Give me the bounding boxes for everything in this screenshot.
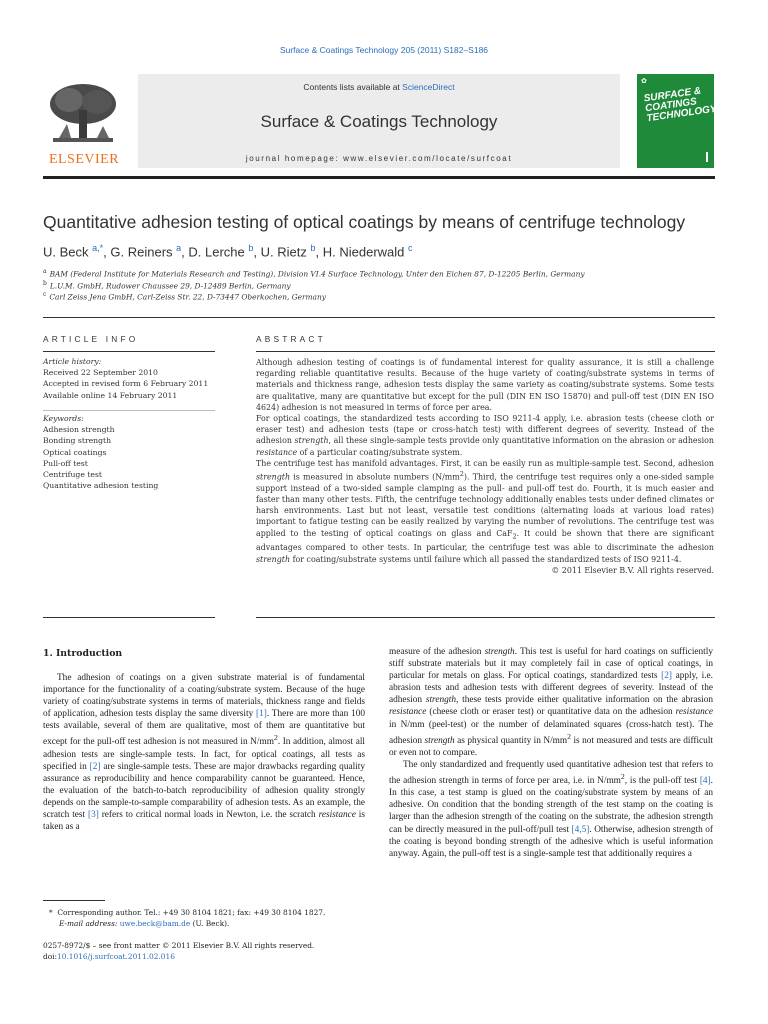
- text: . This test is useful for hard coatings on sufficiently stiff substrate materials but it may completely fail in case of optical coatings, in particular for metals on glass. For optical coatings, standardized tests: [389, 647, 714, 682]
- text: The adhesion of coatings on a given substrate material is of fundamental importance for the functionality of a coating/substrate system. Because of the huge variety of coating/substrate systems in terms of materials, thickness range and fields of application, adhesion tests display the same diversity: [43, 673, 365, 720]
- journal-cover[interactable]: [637, 74, 718, 168]
- text: . There are more than 100 tests available, several of them are qualitative, most of them are quantitative but except for the pull-off test adhesion is not measured in N/mm: [43, 709, 365, 748]
- info-rule: [43, 351, 215, 352]
- homepage-link[interactable]: www.elsevier.com/locate/surfcoat: [343, 154, 513, 163]
- text: For optical coatings, the standardized tests according to ISO 9211-4 apply, i.e. abrasion tests (cheese cloth or eraser test) and adhesion tests (tape or cross-hatch test) with different degrees of severity. Instead of the adhesion: [256, 414, 714, 446]
- keyword: Pull-off test: [43, 458, 88, 468]
- affil-marker: c: [43, 291, 47, 298]
- header-rule: [43, 176, 715, 179]
- author-name[interactable]: H. Niederwald: [322, 244, 405, 260]
- superscript: 2: [459, 470, 464, 479]
- abstract-paragraph: [256, 458, 714, 565]
- doi-label: doi:: [43, 952, 58, 961]
- journal-homepage: [138, 154, 620, 163]
- cover-bar: [706, 152, 708, 162]
- abstract-paragraph: Although adhesion testing of coatings is of fundamental interest for quality assurance, it is still a challenge regarding reliable quantitative results. Because of the huge variety of coating/substrate systems in terms of materials and thickness range, adhesion tests display the same variety as coating/substrate systems. Some tests are qualitative, many are quantitative but except for the pull (DIN EN ISO 15870) and pull-off test (DIN EN ISO 4624) adhesion is not measured in terms of force per area.: [256, 358, 714, 412]
- emphasis: strength: [425, 695, 456, 706]
- text: , is the pull-off test: [624, 776, 700, 787]
- author-name[interactable]: D. Lerche: [188, 244, 245, 260]
- affiliation: [43, 268, 585, 278]
- author-affil-marker[interactable]: a: [176, 243, 182, 253]
- journal-banner: [138, 74, 620, 168]
- abstract-rule: [256, 351, 715, 352]
- text: , these tests provide either qualitative information on the abrasion: [456, 695, 714, 706]
- text: refers to critical normal loads in Newton, i.e. the scratch: [98, 810, 319, 821]
- keywords-label: Keywords:: [43, 414, 84, 423]
- emphasis: resistance: [675, 707, 713, 718]
- text: are single-sample tests. These are major drawbacks regarding quality assurance as reproducibility and hence comparability cannot be guaranteed. Hence, the evaluation of the batch-to-batch reproducibility of adhesion quality strongly depends on the sample-to-sample comparability of adhesion tests. As an example, the scratch test: [43, 761, 365, 821]
- history-item: Accepted in revised form 6 February 2011: [43, 379, 209, 389]
- text: is taken as a: [43, 810, 365, 833]
- text: is measured in absolute numbers (N/mm: [290, 472, 460, 482]
- keyword: Quantitative adhesion testing: [43, 481, 159, 491]
- keyword: Centrifuge test: [43, 470, 102, 480]
- keyword: Optical coatings: [43, 447, 107, 457]
- cover-logo-icon: ✿: [641, 77, 647, 85]
- superscript: 2: [567, 731, 572, 741]
- text: ). Third, the centrifuge test requires only a one-sided sample support instead of a two-sided sample clamping as the pull- and pull-off test do. Fourth, it is much easier and faster than many other tests. Fifth, the centrifuge technology additionally enables tests under defined climates or harsh environments. Last but not least, versatile test conditions (alternating loads at various load rates) important to fatigue testing can be easily realized by varying the number of revolutions. The centrifuge test was applied to the testing of optical coatings on glass and CaF: [256, 472, 714, 538]
- footnote-rule: [43, 900, 105, 901]
- homepage-prefix: journal homepage:: [245, 154, 344, 163]
- emphasis: resistance: [389, 707, 427, 718]
- author-name[interactable]: G. Reiners: [110, 244, 173, 260]
- superscript: 2: [273, 733, 278, 743]
- abstract-paragraph: [256, 413, 714, 458]
- copyright: © 2011 Elsevier B.V. All rights reserved.: [551, 565, 714, 575]
- citation-link[interactable]: [4,5]: [571, 824, 590, 835]
- affil-text: BAM (Federal Institute for Materials Research and Testing), Division VI.4 Surface Technology, Unter den Eichen 87, D-12205 Berlin, Germany: [49, 269, 585, 279]
- contents-prefix: Contents lists available at: [303, 82, 403, 92]
- emphasis: resistance: [256, 447, 298, 457]
- abstract-body: [256, 357, 714, 576]
- info-divider: [43, 410, 215, 411]
- text: , all these single-sample tests provide only quantitative information on the abrasion or adhesion: [328, 436, 714, 446]
- text: of a particular coating/substrate system.: [297, 447, 463, 457]
- journal-name: Surface & Coatings Technology: [260, 112, 498, 131]
- text: The centrifuge test has manifold advantages. First, it can be easily run as multiple-sample test. Second, adhesion: [256, 458, 714, 468]
- cover-title: SURFACE & COATINGS TECHNOLOGY: [643, 85, 718, 125]
- affiliation: [43, 280, 291, 290]
- abstract-bottom-rule: [256, 617, 715, 618]
- intro-right-column: [389, 646, 713, 860]
- affil-marker: b: [43, 280, 47, 287]
- emphasis: strength: [484, 647, 515, 657]
- citation-link[interactable]: [2]: [661, 671, 673, 682]
- email-link[interactable]: uwe.beck@bam.de: [119, 919, 191, 928]
- doi-link[interactable]: 10.1016/j.surfcoat.2011.02.016: [57, 952, 175, 961]
- emphasis: strength: [256, 554, 291, 564]
- text: . It could be shown that there are significant advantages compared to other tests. In particular, the centrifuge test was able to discriminate the adhesion: [256, 528, 714, 553]
- text: measure of the adhesion: [389, 647, 485, 657]
- citation-link[interactable]: [4]: [699, 776, 711, 787]
- author-affil-marker[interactable]: b: [310, 243, 316, 253]
- citation-link[interactable]: [2]: [89, 761, 101, 772]
- footnote-marker: *: [49, 908, 53, 917]
- text: for coating/substrate systems until failure which all passed the standardized tests of ISO 9211-4.: [290, 554, 682, 564]
- keyword: Adhesion strength: [43, 425, 115, 435]
- author-affil-marker[interactable]: b: [248, 243, 254, 253]
- affiliation: [43, 291, 326, 301]
- article-info-heading: ARTICLE INFO: [43, 334, 139, 344]
- text: in N/mm (peel-test) or the number of delaminated squares (cross-hatch test). The adhesion: [389, 719, 713, 746]
- body-paragraph: [43, 672, 365, 833]
- affil-text: Carl Zeiss Jena GmbH, Carl-Zeiss Str. 22, D-73447 Oberkochen, Germany: [49, 292, 326, 302]
- emphasis: strength: [256, 472, 291, 482]
- keyword: Bonding strength: [43, 436, 112, 446]
- author-name[interactable]: U. Beck: [43, 244, 89, 260]
- emphasis: resistance: [318, 810, 356, 821]
- elsevier-logo[interactable]: [43, 74, 128, 169]
- text: apply, i.e. abrasion tests and adhesion tests with different degrees of severity. Instead of the adhesion: [389, 671, 713, 706]
- abstract-heading: ABSTRACT: [256, 334, 326, 344]
- intro-left-column: [43, 672, 365, 833]
- contents-line: [138, 82, 620, 92]
- keywords: [43, 413, 215, 491]
- text: is not measured and tests are difficult or even not to compare.: [389, 735, 714, 758]
- superscript: 2: [620, 772, 625, 782]
- email-label: E-mail address:: [59, 919, 120, 928]
- author-list: U. Beck $^{a,*}$, G. Reiners $^a$, D. Lerche $^b$, U. Rietz $^b$, H. Niederwald $^c$: [43, 243, 413, 260]
- page-footer: [43, 940, 314, 962]
- corresponding-author-footnote: [43, 907, 325, 929]
- author-affil-marker[interactable]: a,*: [92, 243, 104, 253]
- issn-line: 0257-8972/$ – see front matter © 2011 Elsevier B.V. All rights reserved.: [43, 941, 315, 950]
- article-title: Quantitative adhesion testing of optical coatings by means of centrifuge technology: [43, 212, 686, 232]
- text: . Otherwise, adhesion strength of the coating is beyond bonding strength of the adhesive which is useful information anyway. Again, the pull-off test is a single-sample test that additionally requires a: [389, 824, 713, 859]
- history-item: Received 22 September 2010: [43, 368, 158, 378]
- affil-marker: a: [43, 268, 47, 275]
- journal-header: [43, 72, 718, 175]
- citation-link[interactable]: [3]: [87, 810, 99, 821]
- text: as physical quantity in N/mm: [454, 735, 568, 746]
- section-rule: [43, 317, 715, 318]
- doi-line: [43, 951, 314, 962]
- affil-text: L.U.M. GmbH, Rudower Chaussee 29, D-12489 Berlin, Germany: [49, 281, 291, 291]
- info-bottom-rule: [43, 617, 215, 618]
- body-paragraph: [389, 759, 713, 860]
- text: . In this case, a test stamp is glued on the coating/substrate system by means of an adhesive. On condition that the bonding strength of the test stamp on the coating is larger than the adhesion strength of the coating on the substrate, the adhesion strength can be directly measured in the pull-off/pull test: [389, 776, 713, 835]
- email-suffix: (U. Beck).: [190, 919, 230, 928]
- text: . In addition, almost all adhesion tests are single-sample tests. In fact, for optical coatings, all tests as specified in: [43, 737, 365, 772]
- sciencedirect-link[interactable]: ScienceDirect: [402, 82, 455, 92]
- subscript: 2: [512, 532, 517, 541]
- body-paragraph: [389, 646, 713, 759]
- section-heading: 1. Introduction: [43, 648, 123, 659]
- citation-link[interactable]: [1]: [256, 709, 267, 720]
- emphasis: strength: [424, 735, 455, 746]
- history-item: Available online 14 February 2011: [43, 390, 178, 400]
- article-history: [43, 356, 215, 401]
- history-label: Article history:: [43, 357, 102, 366]
- journal-reference[interactable]: Surface & Coatings Technology 205 (2011) S182–S186: [279, 45, 489, 55]
- tree-icon: [47, 80, 119, 146]
- author-affil-marker[interactable]: c: [408, 243, 413, 253]
- footnote-text: Corresponding author. Tel.: +49 30 8104 1821; fax: +49 30 8104 1827.: [57, 908, 326, 917]
- author-name[interactable]: U. Rietz: [260, 244, 307, 260]
- emphasis: strength: [294, 436, 329, 446]
- text: The only standardized and frequently used quantitative adhesion test that refers to the adhesion strength in terms of force per area, i.e. in N/mm: [389, 759, 713, 787]
- publisher-name: ELSEVIER: [48, 152, 120, 167]
- text: (cheese cloth or eraser test) or quantitative data on the adhesion: [426, 707, 676, 718]
